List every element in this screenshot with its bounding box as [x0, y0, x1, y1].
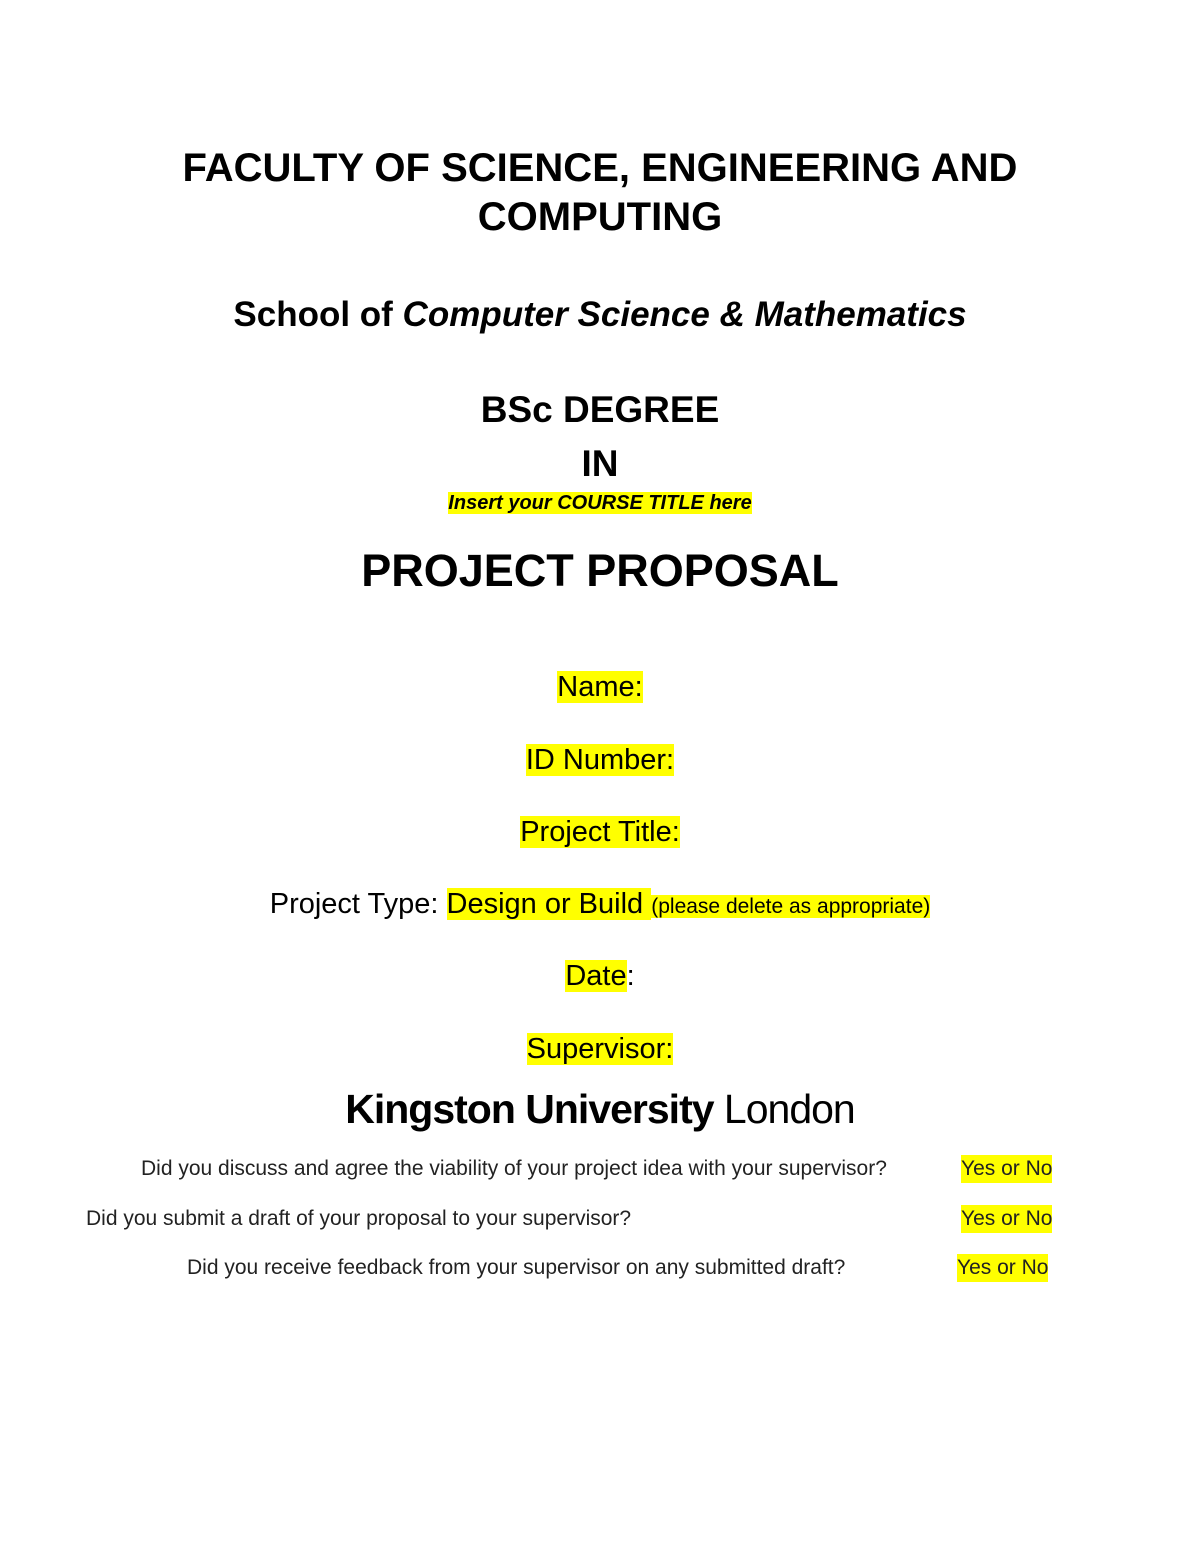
name-field	[0, 668, 1200, 706]
project-title-label[interactable]: Project Title:	[520, 816, 680, 848]
supervisor-field	[0, 1030, 1200, 1068]
date-field	[0, 957, 1200, 995]
answer-discuss-viability[interactable]: Yes or No	[961, 1155, 1052, 1183]
logo-bold-text: Kingston University	[345, 1086, 714, 1132]
project-type-value[interactable]: Design or Build	[446, 888, 652, 920]
supervisor-label[interactable]: Supervisor:	[526, 1033, 674, 1065]
question-receive-feedback: Did you receive feedback from your supervisor on any submitted draft?	[187, 1256, 846, 1279]
project-title-field	[0, 813, 1200, 851]
school-name	[0, 292, 1200, 338]
project-type-field	[0, 885, 1200, 926]
date-colon: :	[626, 960, 635, 992]
faculty-title-line2: COMPUTING	[477, 195, 723, 239]
school-name-italic: Computer Science & Mathematics	[402, 295, 967, 334]
faculty-title-line1: FACULTY OF SCIENCE, ENGINEERING AND	[182, 146, 1018, 190]
degree-title: BSc DEGREE	[480, 389, 720, 430]
course-title-placeholder	[0, 489, 1200, 517]
school-prefix: School of	[233, 295, 403, 334]
project-type-label: Project Type:	[269, 888, 447, 920]
name-label[interactable]: Name:	[557, 671, 643, 703]
answer-receive-feedback[interactable]: Yes or No	[957, 1254, 1048, 1282]
project-type-note: (please delete as appropriate)	[651, 895, 931, 918]
logo-light-text: London	[713, 1086, 855, 1132]
course-title-highlight[interactable]: Insert your COURSE TITLE here	[448, 492, 752, 514]
id-number-label[interactable]: ID Number:	[525, 744, 675, 776]
university-logo	[0, 1082, 1200, 1136]
question-submit-draft: Did you submit a draft of your proposal to your supervisor?	[86, 1207, 632, 1230]
document-title: PROJECT PROPOSAL	[361, 545, 839, 596]
answer-submit-draft[interactable]: Yes or No	[961, 1205, 1052, 1233]
date-label[interactable]: Date	[565, 960, 627, 992]
id-number-field	[0, 741, 1200, 779]
degree-in: IN	[581, 443, 619, 484]
question-discuss-viability: Did you discuss and agree the viability of your project idea with your supervisor?	[141, 1157, 887, 1180]
